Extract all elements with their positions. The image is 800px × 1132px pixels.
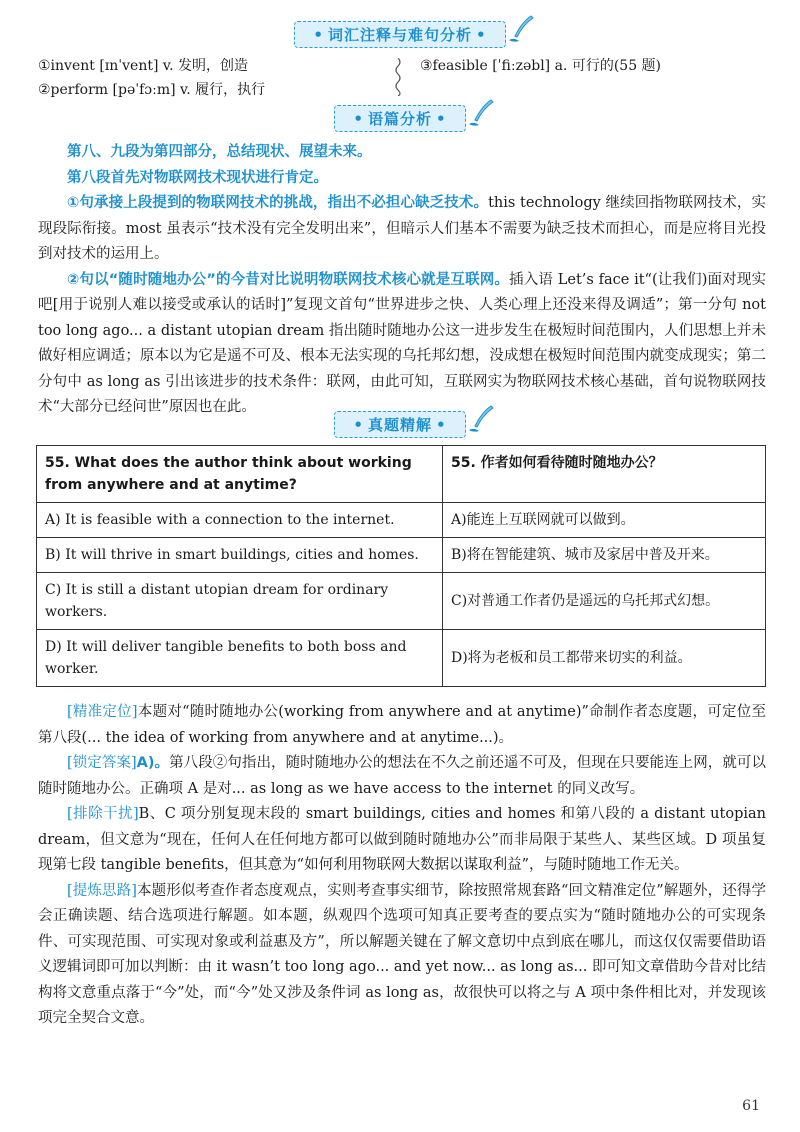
- option-d-zh: D)将为老板和员工都带来切实的利益。: [443, 630, 766, 687]
- question-en: 55. What does the author think about working from anywhere and at anytime?: [37, 446, 443, 503]
- analysis-strategy-text: 本题形似考查作者态度观点，实则考查事实细节，除按照常规套路“回文精准定位”解题外，还得学会正确读题、结合选项进行解题。如本题，纵观四个选项可知真正要考查的要点实为“随时随地办公的可实现条件、可实现范围、可实现对象或利益惠及方”，所以解题关键在了解文意切中点到底在哪儿，而这仅仅需要借助语义逻辑词即可加以判断：由 it wasn’t too long ago... and yet now... as long as... 即可知文章借助今昔对比结构将文意重点落于“今”处，而“今”处又涉及条件词 as long as，故很快可以将之与 A 项中条件相比对，并发现该项完全契合文意。: [38, 882, 766, 1026]
- vocab-banner-title: 词汇注释与难句分析: [327, 25, 472, 44]
- vocab-item-perform: ②perform [pəˈfɔːm] v. 履行，执行: [38, 82, 266, 98]
- analysis-eliminate-text: B、C 项分别复现末段的 smart buildings, cities and homes 和第八段的 a distant utopian dream，但文意为“现在，任何人在任何地方都可以做到随时随地办公”而非局限于某些人、某些区域。D 项虽复现第七段 tangible benefits，但其意为“如何利用物联网大数据以谋取利益”，与随时随地工作无关。: [38, 806, 766, 873]
- discourse-banner-box: • 语篇分析 •: [334, 105, 465, 132]
- discourse-banner-title: 语篇分析: [367, 109, 432, 128]
- option-b-zh: B)将在智能建筑、城市及家居中普及开来。: [443, 538, 766, 573]
- analysis-answer-text: 第八段②句指出，随时随地办公的想法在不久之前还遥不可及，但现在只要能连上网，就可以随时随地办公。正确项 A 是对... as long as we have access to the internet 的同义改写。: [38, 755, 766, 797]
- option-b-en: B) It will thrive in smart buildings, cities and homes.: [37, 538, 443, 573]
- vocab-banner: [0, 20, 800, 48]
- analysis-eliminate: [38, 802, 766, 879]
- quill-pen-icon: [467, 98, 495, 128]
- question-zh: 55. 作者如何看待随时随地办公？: [443, 446, 766, 503]
- analysis-eliminate-tag: [排除干扰]: [67, 806, 139, 822]
- option-a-en: A) It is feasible with a connection to the internet.: [37, 503, 443, 538]
- analysis-strategy: [38, 879, 766, 1032]
- discourse-paragraph-1: [38, 191, 766, 268]
- exam-banner-title: 真题精解: [367, 415, 432, 434]
- option-row-c: [37, 573, 766, 630]
- discourse-p2-body: 插入语 Let’s face it“(让我们)面对现实吧[用于说别人难以接受或承认的话时]”复现文首句“世界进步之快、人类心理上还没来得及调适”；第一分句 not too long ago... a distant utopian dream 指出随时随地办公这一进步发生在极短时间范围内，人们思想上并未做好相应调适；原本以为它是遥不可及、根本无法实现的乌托邦幻想，没成想在极短时间范围内就变成现实；第二分句中 as long as 引出该进步的技术条件：联网，由此可知，互联网实为物联网技术核心基础，首句说物联网技术“大部分已经问世”原因也在此。: [38, 271, 766, 415]
- option-row-b: [37, 538, 766, 573]
- wavy-divider: [392, 58, 404, 96]
- analysis-answer-tag: [锁定答案]: [67, 755, 137, 771]
- discourse-line-2: 第八段首先对物联网技术现状进行肯定。: [67, 169, 328, 186]
- vocab-item-feasible: ③feasible [ˈfiːzəbl] a. 可行的(55 题): [420, 58, 662, 74]
- analysis-section: [38, 700, 766, 1032]
- option-c-en: C) It is still a distant utopian dream for ordinary workers.: [37, 573, 443, 630]
- vocab-banner-box: • 词汇注释与难句分析 •: [294, 21, 505, 48]
- discourse-p2-head: ②句以“随时随地办公”的今昔对比说明物联网技术核心就是互联网。: [67, 271, 510, 288]
- option-c-zh: C)对普通工作者仍是遥远的乌托邦式幻想。: [443, 573, 766, 630]
- quill-pen-icon: [507, 14, 535, 44]
- analysis-locate-text: 本题对“随时随地办公(working from anywhere and at anytime)”命制作者态度题，可定位至第八段(... the idea of working from anywhere and at anytime...)。: [38, 704, 766, 746]
- analysis-answer-letter: A)。: [136, 755, 170, 771]
- discourse-paragraph-2: [38, 268, 766, 421]
- analysis-locate-tag: [精准定位]: [67, 704, 138, 720]
- discourse-p1-body: this technology 继续回指物联网技术，实现段际衔接。most 虽表示“技术没有完全发明出来”，但暗示人们基本不需要为缺乏技术而担心，而是应将目光投到对技术的运用上。: [38, 195, 766, 262]
- discourse-banner: [0, 104, 800, 132]
- quill-pen-icon: [467, 404, 495, 434]
- question-row: [37, 446, 766, 503]
- option-a-zh: A)能连上互联网就可以做到。: [443, 503, 766, 538]
- exam-banner: [0, 410, 800, 438]
- vocab-item-invent: ①invent [ɪnˈvent] v. 发明，创造: [38, 58, 249, 74]
- discourse-p1-head: ①句承接上段提到的物联网技术的挑战，指出不必担心缺乏技术。: [67, 195, 489, 211]
- analysis-locate: [38, 700, 766, 751]
- question-table: [36, 445, 766, 687]
- option-row-d: [37, 630, 766, 687]
- analysis-answer: [38, 751, 766, 802]
- page-number: 61: [742, 1098, 760, 1114]
- discourse-section: [38, 140, 766, 421]
- discourse-line-1: 第八、九段为第四部分，总结现状、展望未来。: [67, 144, 372, 160]
- exam-banner-box: • 真题精解 •: [334, 411, 465, 438]
- option-d-en: D) It will deliver tangible benefits to both boss and worker.: [37, 630, 443, 687]
- analysis-strategy-tag: [提炼思路]: [67, 882, 137, 899]
- option-row-a: [37, 503, 766, 538]
